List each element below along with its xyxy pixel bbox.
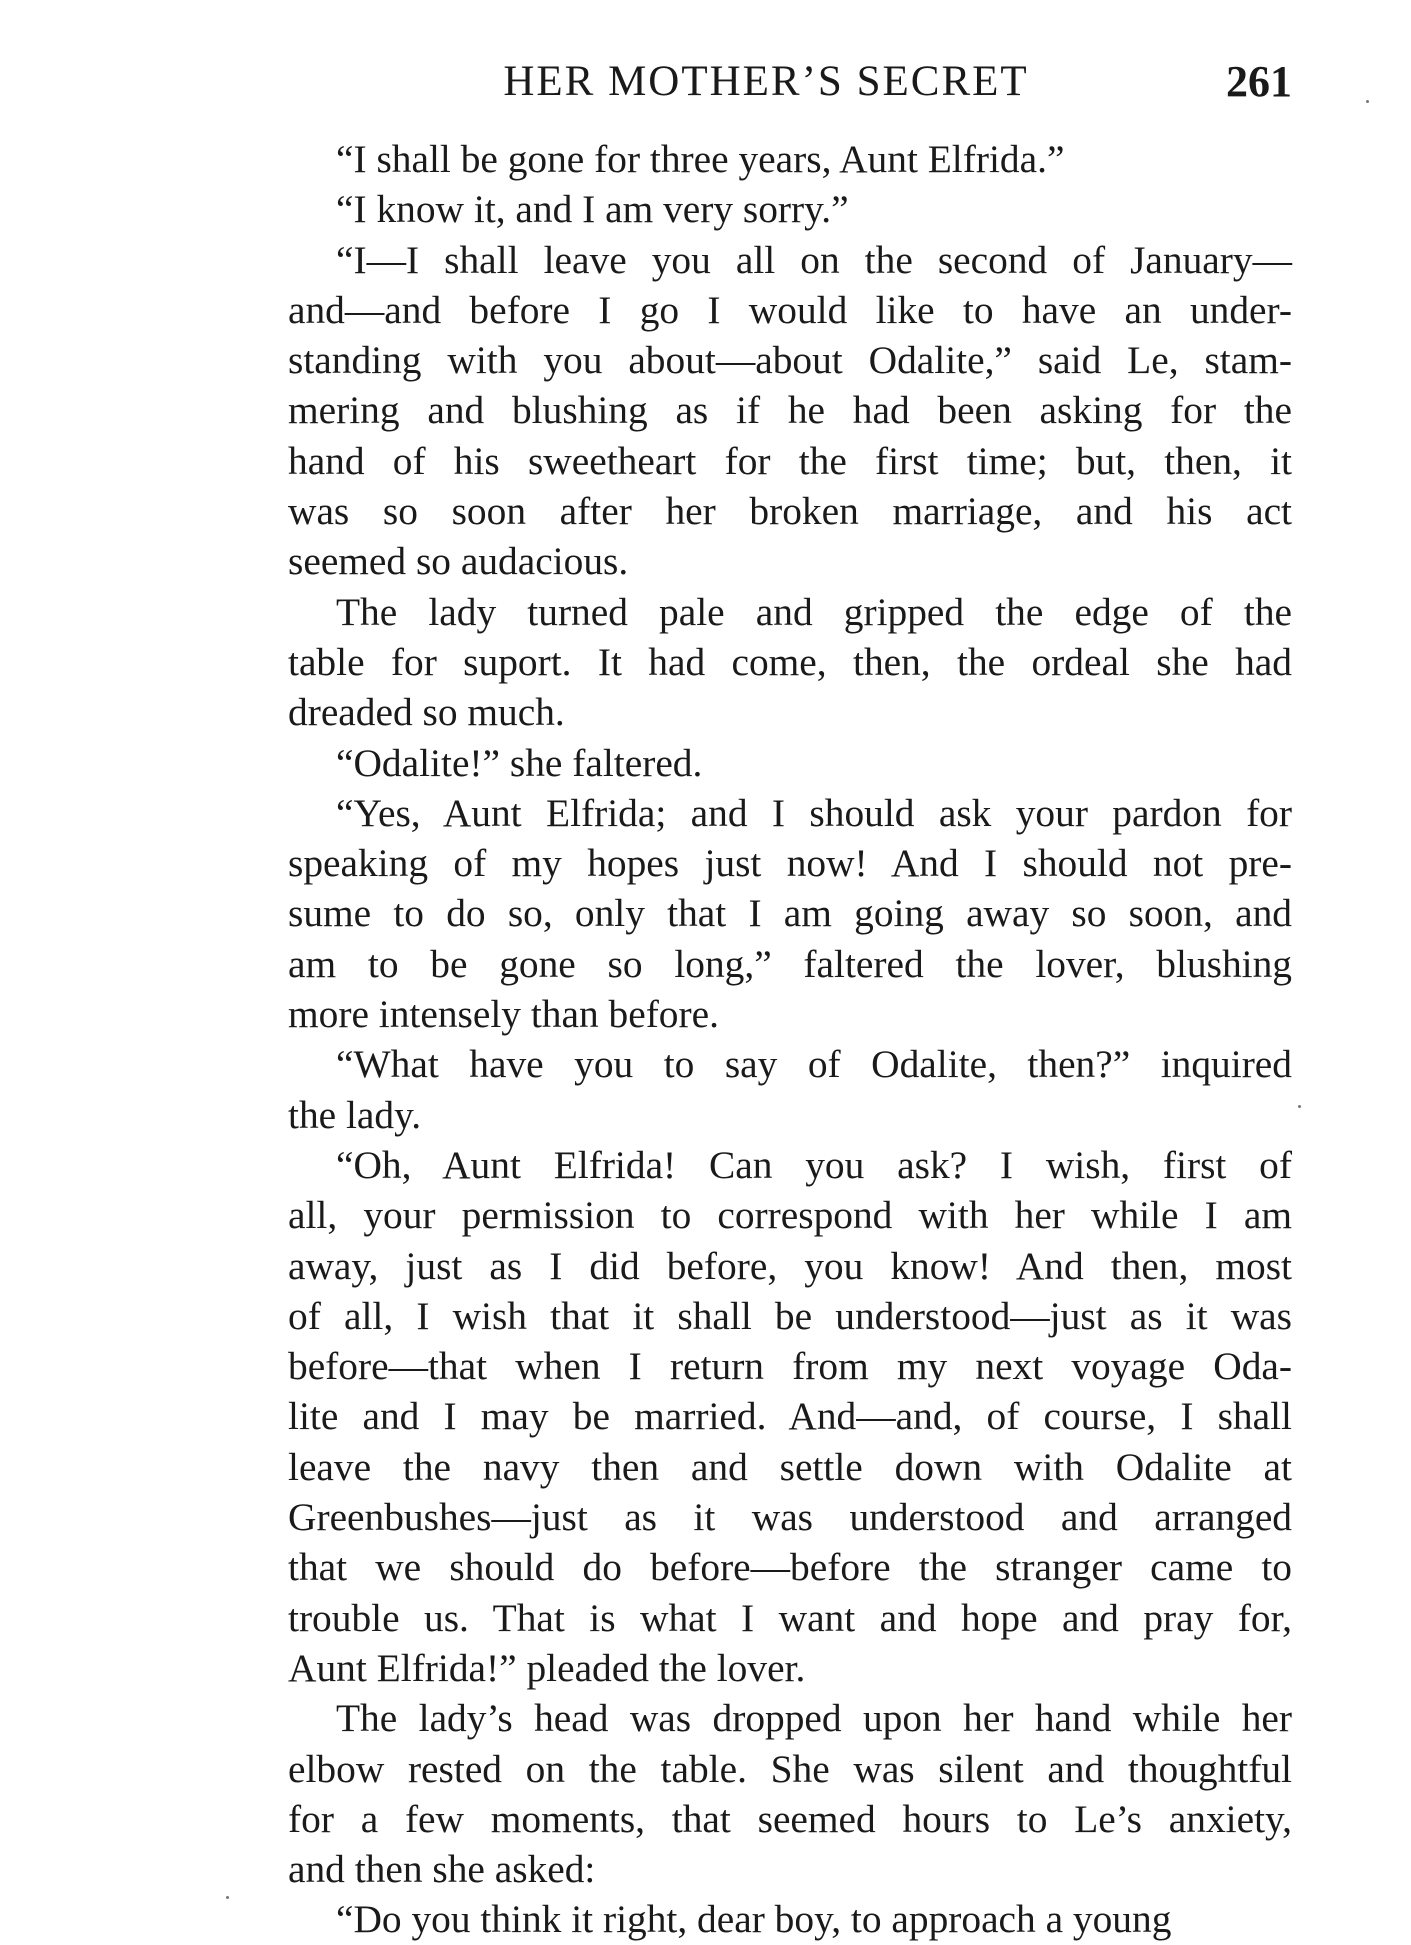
text-line: was so soon after her broken marriage, and his act <box>288 489 1292 534</box>
text-line: hand of his sweetheart for the first time; but, then, it <box>288 438 1292 483</box>
text-line: the lady. <box>288 1092 422 1137</box>
text-line: “Yes, Aunt Elfrida; and I should ask your pardon for <box>336 790 1292 835</box>
text-line: “I shall be gone for three years, Aunt Elfrida.” <box>336 137 1065 181</box>
text-line: standing with you about—about Odalite,” said Le, stam- <box>288 338 1292 383</box>
paragraph <box>240 1140 1292 1693</box>
paragraph <box>240 235 1292 587</box>
text-line: The lady’s head was dropped upon her hand while her <box>336 1696 1292 1741</box>
text-line: “I know it, and I am very sorry.” <box>336 187 849 232</box>
text-line: elbow rested on the table. She was silent and thoughtful <box>288 1746 1292 1791</box>
text-line: The lady turned pale and gripped the edge of the <box>336 589 1292 634</box>
paragraph <box>240 1894 1292 1944</box>
running-title: HER MOTHER’S SECRET <box>503 58 1029 105</box>
text-line: “Do you think it right, dear boy, to approach a young <box>336 1897 1172 1942</box>
text-line: speaking of my hopes just now! And I should not pre- <box>288 841 1292 886</box>
text-line: mering and blushing as if he had been asking for the <box>288 388 1292 433</box>
text-line: Aunt Elfrida!” pleaded the lover. <box>288 1645 806 1690</box>
scan-speck <box>1298 1105 1301 1108</box>
body-text <box>240 134 1292 1945</box>
paragraph <box>240 738 1292 788</box>
scan-speck <box>1366 100 1369 103</box>
text-line: and—and before I go I would like to have an under- <box>288 287 1292 332</box>
text-line: that we should do before—before the stranger came to <box>288 1545 1292 1590</box>
text-line: “What have you to say of Odalite, then?” inquired <box>336 1042 1292 1087</box>
text-line: trouble us. That is what I want and hope and pray for, <box>288 1595 1292 1640</box>
text-line: seemed so audacious. <box>288 539 629 584</box>
running-head <box>240 52 1292 112</box>
text-line: leave the navy then and settle down with Odalite at <box>288 1444 1292 1489</box>
text-line: all, your permission to correspond with her while I am <box>288 1193 1292 1238</box>
text-line: table for suport. It had come, then, the ordeal she had <box>288 639 1292 684</box>
paragraph <box>240 134 1292 184</box>
text-line: “I—I shall leave you all on the second of January— <box>336 237 1292 282</box>
scan-speck <box>226 1896 229 1899</box>
paragraph <box>240 1039 1292 1140</box>
page-number: 261 <box>1226 57 1292 106</box>
text-line: dreaded so much. <box>288 690 565 735</box>
paragraph <box>240 788 1292 1039</box>
text-line: am to be gone so long,” faltered the lover, blushing <box>288 941 1292 986</box>
text-line: Greenbushes—just as it was understood and arranged <box>288 1495 1292 1540</box>
text-line: more intensely than before. <box>288 992 719 1037</box>
paragraph <box>240 184 1292 234</box>
paragraph <box>240 587 1292 738</box>
text-line: “Odalite!” she faltered. <box>336 740 703 785</box>
paragraph <box>240 1693 1292 1894</box>
text-line: lite and I may be married. And—and, of course, I shall <box>288 1394 1292 1439</box>
text-line: “Oh, Aunt Elfrida! Can you ask? I wish, first of <box>336 1142 1292 1187</box>
text-line: of all, I wish that it shall be understood—just as it was <box>288 1293 1292 1338</box>
text-line: away, just as I did before, you know! And then, most <box>288 1243 1292 1288</box>
text-line: and then she asked: <box>288 1847 596 1892</box>
text-line: for a few moments, that seemed hours to Le’s anxiety, <box>288 1796 1292 1841</box>
text-line: sume to do so, only that I am going away so soon, and <box>288 891 1292 936</box>
text-line: before—that when I return from my next voyage Oda- <box>288 1344 1292 1389</box>
